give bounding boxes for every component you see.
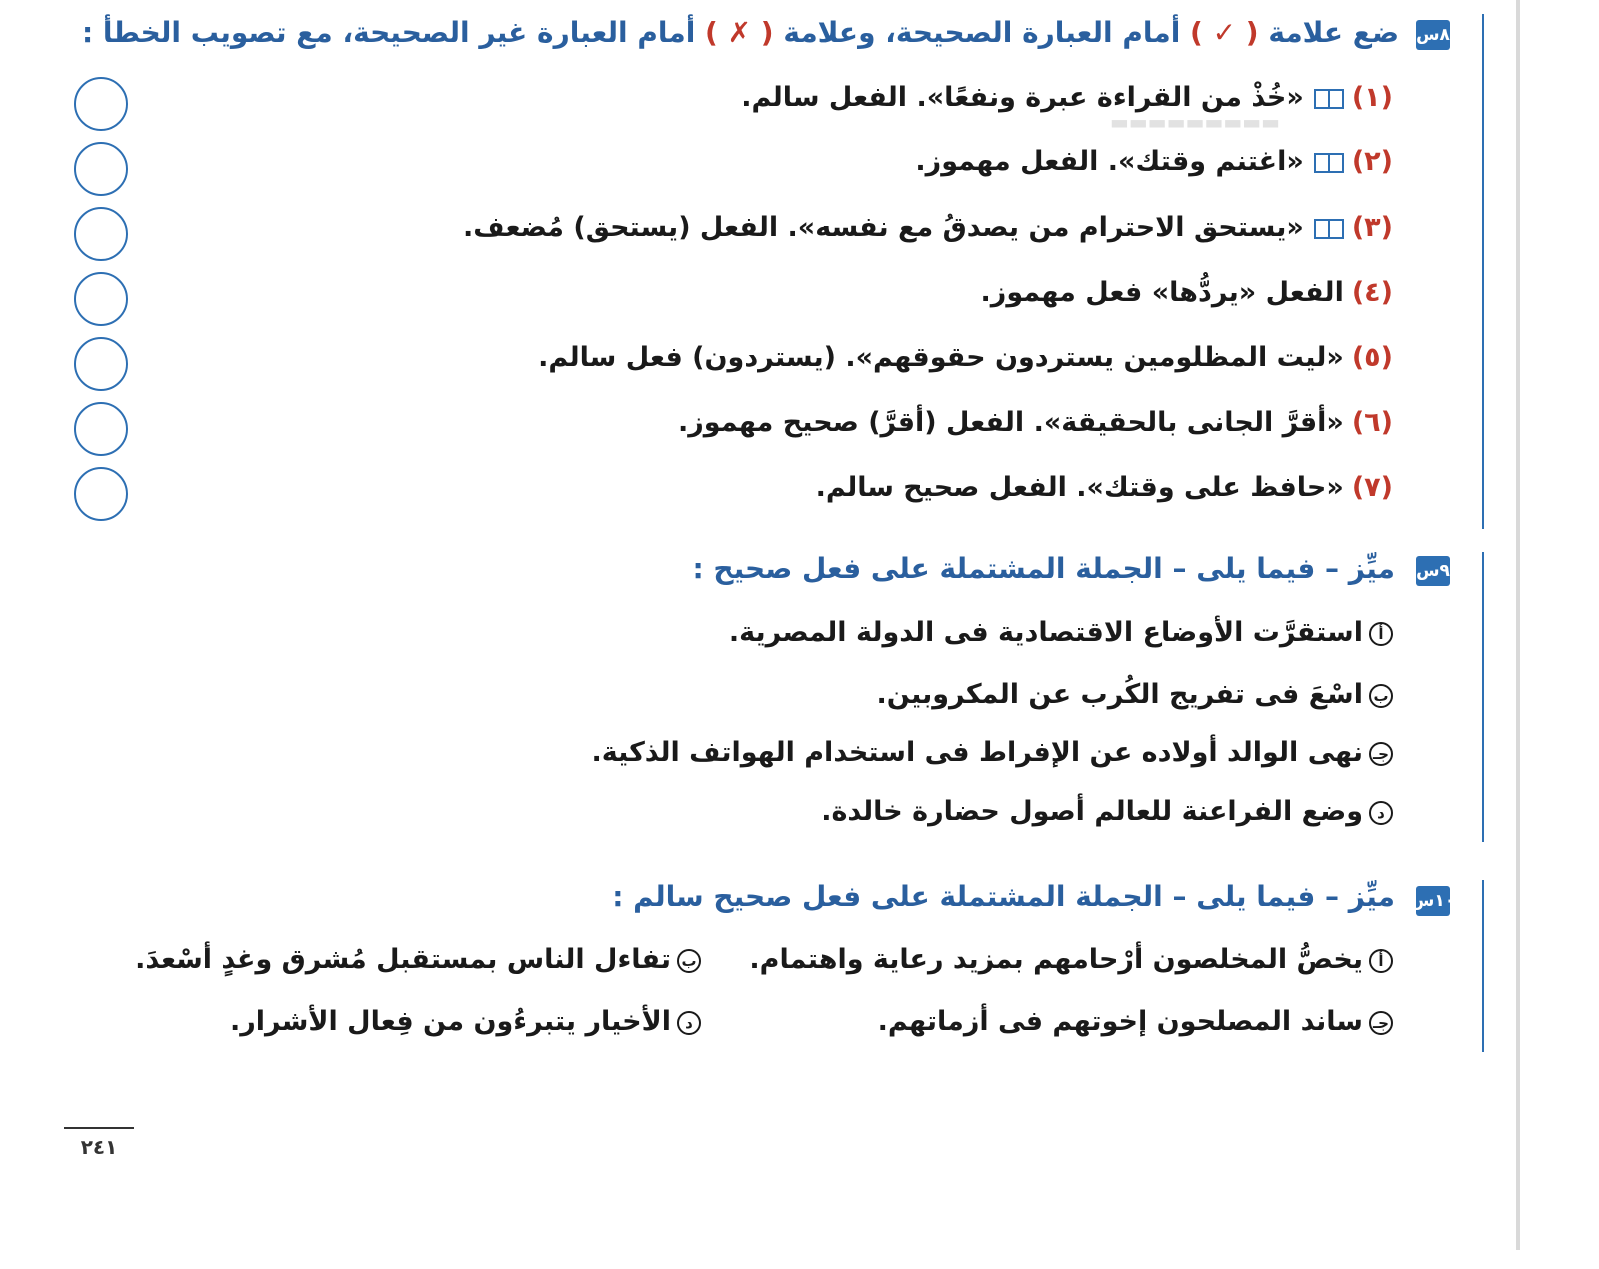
q8-item-5: (٥)«ليت المظلومين يستردون حقوقهم». (يستردون) فعل سالم. xyxy=(538,342,1393,373)
q8-item-3: (٣)«يستحق الاحترام من يصدقُ مع نفسه». الفعل (يستحق) مُضعف. xyxy=(463,212,1393,243)
q8-number-badge: ٨س xyxy=(1416,20,1450,50)
page-number: ٢٤١ xyxy=(64,1127,134,1159)
q10-title: ميِّز – فيما يلى – الجملة المشتملة على فعل صحيح سالم : xyxy=(612,880,1395,913)
answer-circle-4[interactable] xyxy=(74,272,128,326)
q9-title: ميِّز – فيما يلى – الجملة المشتملة على فعل صحيح : xyxy=(692,552,1395,585)
q9-side-line xyxy=(1482,552,1484,842)
answer-circle-2[interactable] xyxy=(74,142,128,196)
q9-option-d: دوضع الفراعنة للعالم أصول حضارة خالدة. xyxy=(821,796,1393,827)
q8-item-6: (٦)«أقرَّ الجانى بالحقيقة». الفعل (أقرَّ) صحيح مهموز. xyxy=(678,407,1393,438)
q9-number-badge: ٩س xyxy=(1416,556,1450,586)
q9-option-a: أاستقرَّت الأوضاع الاقتصادية فى الدولة المصرية. xyxy=(729,617,1393,648)
q8-title: ضع علامة ( ✓ ) أمام العبارة الصحيحة، وعلامة ( ✗ ) أمام العبارة غير الصحيحة، مع تصويب الخطأ : xyxy=(81,16,1399,49)
answer-circle-7[interactable] xyxy=(74,467,128,521)
q10-option-b: بتفاءل الناس بمستقبل مُشرق وغدٍ أسْعدَ. xyxy=(135,944,701,975)
x-mark-icon: ( ✗ ) xyxy=(705,16,774,49)
answer-circle-5[interactable] xyxy=(74,337,128,391)
book-icon xyxy=(1314,89,1344,109)
book-icon xyxy=(1314,219,1344,239)
q8-side-line xyxy=(1482,14,1484,529)
answer-circle-6[interactable] xyxy=(74,402,128,456)
bleed-through: ▬▬▬▬▬▬▬▬▬ xyxy=(1110,110,1281,134)
q8-item-2: (٢)«اغتنم وقتك». الفعل مهموز. xyxy=(915,146,1393,177)
q10-option-d: دالأخيار يتبرءُون من فِعال الأشرار. xyxy=(230,1006,701,1037)
q10-number-badge: ١٠س xyxy=(1416,886,1450,916)
answer-circle-1[interactable] xyxy=(74,77,128,131)
q8-item-4: (٤)الفعل «يردُّها» فعل مهموز. xyxy=(980,277,1393,308)
check-mark-icon: ( ✓ ) xyxy=(1190,16,1259,49)
q8-item-7: (٧)«حافظ على وقتك». الفعل صحيح سالم. xyxy=(815,472,1393,503)
q10-side-line xyxy=(1482,880,1484,1052)
book-icon xyxy=(1314,153,1344,173)
q10-option-a: أيخصُّ المخلصون أرْحامهم بمزيد رعاية واهتمام. xyxy=(749,944,1393,975)
q9-option-b: باسْعَ فى تفريج الكُرب عن المكروبين. xyxy=(877,679,1393,710)
q10-option-c: جـساند المصلحون إخوتهم فى أزماتهم. xyxy=(878,1006,1393,1037)
q8-item-1: (١)«خُذْ من القراءة عبرة ونفعًا». الفعل سالم. xyxy=(741,82,1393,113)
page-edge-rule xyxy=(1516,0,1520,1250)
q9-option-c: جـنهى الوالد أولاده عن الإفراط فى استخدام الهواتف الذكية. xyxy=(591,737,1393,768)
answer-circle-3[interactable] xyxy=(74,207,128,261)
